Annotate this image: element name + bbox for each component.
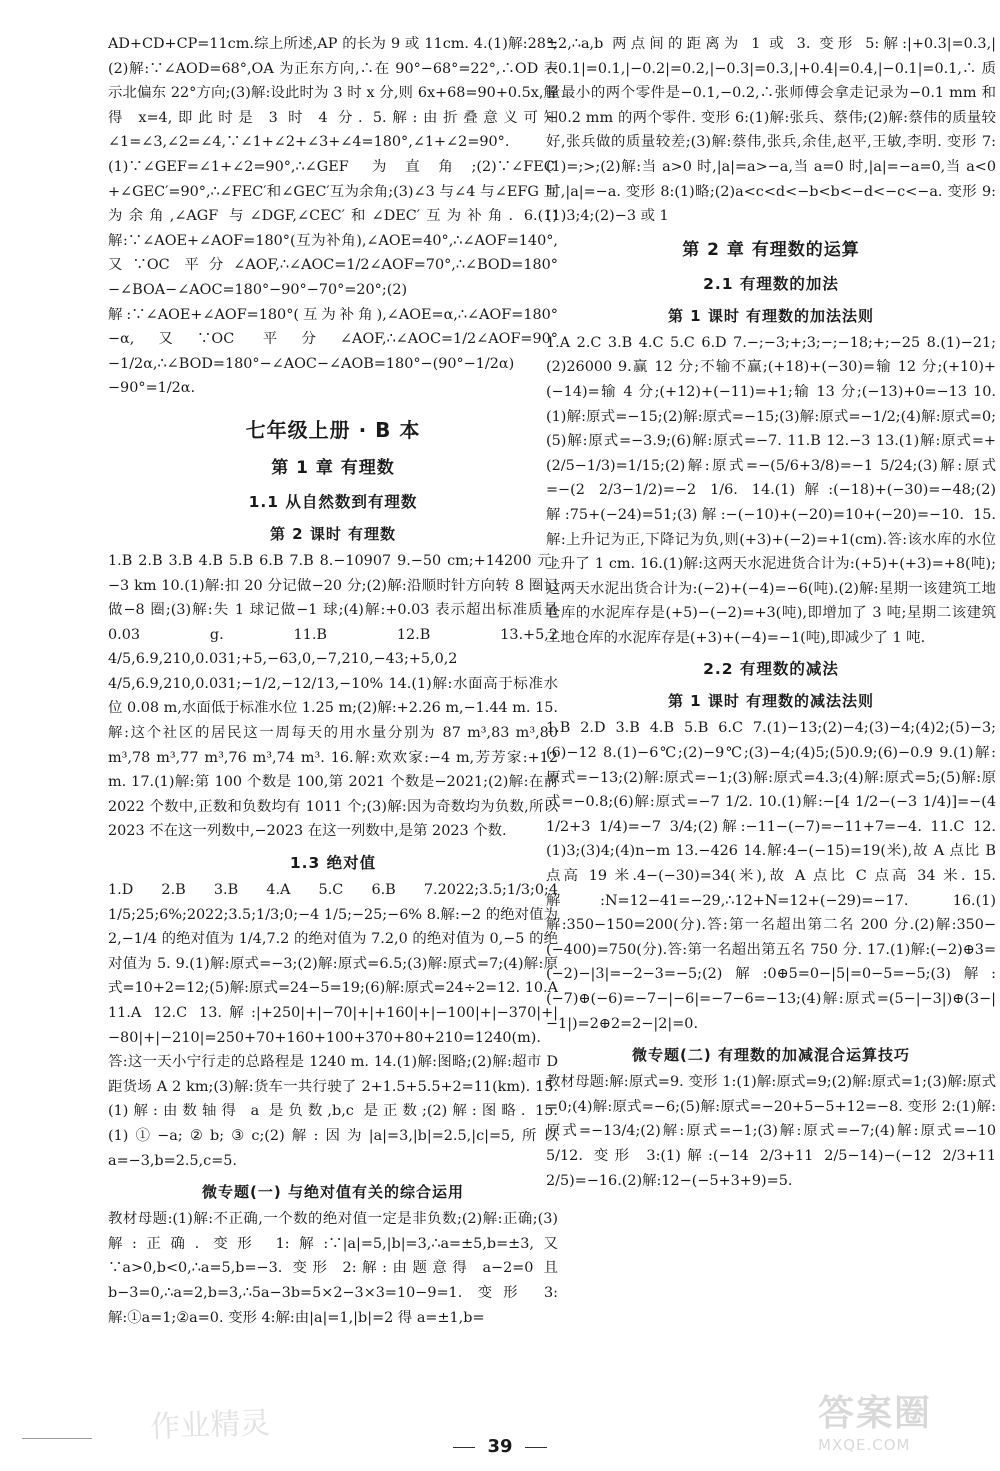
section-heading: 第 2 课时 有理数 — [269, 524, 397, 543]
answer-paragraph: 教材母题:(1)解:不正确,一个数的绝对值一定是非负数;(2)解:正确;(3)解:正确. 变形 1:解:∵|a|=5,|b|=3,∴a=±5,b=±3,又∵a>0,b<0,∴a=5,b=−3. 变形 2:解:由题意得 a−2=0 且 b−3=0,∴a=2,b=3,∴5a−3b=5×2−3×3=10−9=1. 变形 3:解:①a=1;②a=0. 变形 4:解:由|a|=1,|b|=2 得 a=±1,b= — [108, 1211, 558, 1326]
answer-paragraph: AD+CD+CP=11cm.综上所述,AP 的长为 9 或 11cm. 4.(1)解:28°;(2)解:∵∠AOD=68°,OA 为正东方向,∴在 90°−68°=22°,∴OD 表示北偏东 22°方向;(3)解:设此时为 3 时 x 分,则 6x+68=90+0.5x,解得 x=4,即此时是 3 时 4 分. 5.解:由折叠意义可知∠1=∠3,∠2=∠4,∵∠1+∠2+∠3+∠4=180°,∠1+∠2=90°.(1)∵∠GEF=∠1+∠2=90°,∴∠GEF 为直角;(2)∵∠FEC′+∠GEC′=90°,∴∠FEC′和∠GEC′互为余角;(3)∠3 与∠4 与∠EFG 互为余角,∠AGF 与∠DGF,∠CEC′和∠DEC′互为补角. 6.(1)解:∵∠AOE+∠AOF=180°(互为补角),∠AOE=40°,∴∠AOF=140°,又∵OC 平分∠AOF,∴∠AOC=1/2∠AOF=70°,∴∠BOD=180°−∠BOA−∠AOC=180°−90°−70°=20°;(2)解:∵∠AOE+∠AOF=180°(互为补角),∠AOE=α,∴∠AOF=180°−α,又∵OC 平分∠AOF,∴∠AOC=1/2∠AOF=90°−1/2α,∴∠BOD=180°−∠AOC−∠AOB=180°−(90°−1/2α)−90°=1/2α. — [108, 36, 558, 397]
page-number-text: 39 — [487, 1436, 513, 1457]
answer-paragraph: 1.B 2.D 3.B 4.B 5.B 6.C 7.(1)−13;(2)−4;(3)−4;(4)2;(5)−3;(6)−12 8.(1)−6℃;(2)−9℃;(3)−4;(4)5;(5)0.9;(6)−0.9 9.(1)解:原式=−13;(2)解:原式=−1;(3)解:原式=4.3;(4)解:原式=5;(5)解:原式=−0.8;(6)解:原式=−7 1/2. 10.(1)解:−[4 1/2−(−3 1/4)]=−(4 1/2+3 1/4)=−7 3/4;(2)解:−11−(−7)=−11+7=−4. 11.C 12.(1)3;(3)4;(4)n−m 13.−426 14.解:4−(−15)=19(米),故 A 点比 B 点高 19 米.4−(−30)=34(米),故 A 点比 C 点高 34 米. 15.解:N=12−41=−29,∴12+N=12+(−29)=−17. 16.(1)解:350−150=200(分).答:第一名超出第二名 200 分.(2)解:350−(−400)=750(分).答:第一名超出第五名 750 分. 17.(1)解:(−2)⊕3=(−2)−|3|=−2−3=−5;(2)解:0⊕5=0−|5|=0−5=−5;(3)解:(−7)⊕(−6)=−7−|−6|=−7−6=−13;(4)解:原式=(5−|−3|)⊕(3−|−1|)=2⊕2=2−|2|=0. — [546, 720, 996, 1032]
bottom-left-rule — [22, 1438, 92, 1439]
section-heading: 2.1 有理数的加法 — [703, 274, 839, 293]
section-heading: 第 1 课时 有理数的减法法则 — [667, 692, 875, 711]
section-heading: 第 2 章 有理数的运算 — [682, 239, 860, 260]
section-heading: 微专题(一) 与绝对值有关的综合运用 — [202, 1183, 464, 1202]
answer-paragraph: 1.D 2.B 3.B 4.A 5.C 6.B 7.2022;3.5;1/3;0;4 1/5;25;6%;2022;3.5;1/3;0;−4 1/5;−25;−6% 8.解:−2 的绝对值为 2,−1/4 的绝对值为 1/4,7.2 的绝对值为 7.2,0 的绝对值为 0,−5 的绝对值为 5. 9.(1)解:原式=−3;(2)解:原式=6.5;(3)解:原式=7;(4)解:原式=10+2=12;(5)解:原式=24−5=19;(6)解:原式=24÷2=12. 10.A 11.A 12.C 13.解:|+250|+|−70|+|+160|+|−100|+|−370|+|−80|+|−210|=250+70+160+100+370+80+210=1240(m).答:这一天小宁行走的总路程是 1240 m. 14.(1)解:图略;(2)解:超市 D 距货场 A 2 km;(3)解:货车一共行驶了 2+1.5+5.5+2=11(km). 15.(1)解:由数轴得 a 是负数,b,c 是正数;(2)解:图略. 15.(1)①−a;②b;③c;(2)解:因为|a|=3,|b|=2.5,|c|=5,所以 a=−3,b=2.5,c=5. — [108, 882, 558, 1169]
page-number-dash-right — [525, 1447, 547, 1448]
page-number-dash-left — [453, 1447, 475, 1448]
section-heading: 第 1 章 有理数 — [271, 457, 395, 478]
watermark-logo: 答案圈 — [818, 1393, 933, 1434]
answer-paragraph: 教材母题:解:原式=9. 变形 1:(1)解:原式=9;(2)解:原式=1;(3)解:原式=0;(4)解:原式=−6;(5)解:原式=−20+5−5+12=−8. 变形 2:(1)解:原式=−13/4;(2)解:原式=−1;(3)解:原式=−7;(4)解:原式=−10 5/12. 变形 3:(1)解:(−14 2/3+11 2/5−14)−(−12 2/3+11 2/5)=−16.(2)解:12−(−5+3+9)=5. — [546, 1074, 996, 1189]
section-heading: 第 1 课时 有理数的加法法则 — [667, 306, 875, 325]
answer-paragraph: 1.B 2.B 3.B 4.B 5.B 6.B 7.B 8.−10907 9.−50 cm;+14200 元;−3 km 10.(1)解:扣 20 分记做−20 分;(2)解:沿顺时针方向转 8 圈记做−8 圈;(3)解:失 1 球记做−1 球;(4)解:+0.03 表示超出标准质量 0.03 g. 11.B 12.B 13.+5,2 4/5,6.9,210,0.031;+5,−63,0,−7,210,−43;+5,0,2 4/5,6.9,210,0.031;−1/2,−12/13,−10% 14.(1)解:水面高于标准水位 0.08 m,水面低于标准水位 1.25 m;(2)解:+2.26 m,−1.44 m. 15.解:这个社区的居民这一周每天的用水量分别为 87 m³,83 m³,80 m³,78 m³,77 m³,76 m³,74 m³. 16.解:欢欢家:−4 m,芳芳家:+12 m. 17.(1)解:第 100 个数是 100,第 2021 个数是−2021;(2)解:在前 2022 个数中,正数和负数均有 1011 个;(3)解:因为奇数均为负数,所以 2023 不在这一列数中,−2023 在这一列数中,是第 2023 个数. — [108, 552, 558, 840]
stamp-watermark: 作业精灵 — [149, 1405, 271, 1446]
section-heading: 七年级上册 · B 本 — [245, 417, 421, 442]
section-heading: 1.3 绝对值 — [289, 854, 377, 873]
answer-paragraph: ±2,∴a,b 两点间的距离为 1 或 3. 变形 5:解:|+0.3|=0.3,|−0.1|=0.1,|−0.2|=0.2,|−0.3|=0.3,|+0.4|=0.4,|−0.1|=0.1,∴质量最小的两个零件是−0.1,−0.2,∴张师傅会拿走记录为−0.1 mm 和−0.2 mm 的两个零件. 变形 6:(1)解:张兵、蔡伟;(2)解:蔡伟的质量较好,张兵做的质量较差;(3)解:蔡伟,张兵,余佳,赵平,王敏,李明. 变形 7:(1)=;>;(2)解:当 a>0 时,|a|=a>−a,当 a=0 时,|a|=−a=0,当 a<0 时,|a|=−a. 变形 8:(1)略;(2)a<c<d<−b<b<−d<−c<−a. 变形 9:(1)3;4;(2)−3 或 1 — [546, 36, 996, 225]
site-watermark — [818, 1385, 978, 1465]
watermark-site: MXQE.COM — [818, 1436, 911, 1454]
right-column — [546, 32, 996, 1193]
left-column — [108, 32, 558, 1330]
section-heading: 1.1 从自然数到有理数 — [248, 492, 418, 511]
section-heading: 2.2 有理数的减法 — [703, 660, 839, 679]
answer-paragraph: 1.A 2.C 3.B 4.C 5.C 6.D 7.−;−3;+;3;−;−18;+;−25 8.(1)−21;(2)26000 9.赢 12 分;不输不赢;(+18)+(−30)=输 12 分;(+10)+(−14)=输 4 分;(+12)+(−11)=+1;输 13 分;(−13)+0=−13 10.(1)解:原式=−15;(2)解:原式=−15;(3)解:原式=−1/2;(4)解:原式=0;(5)解:原式=−3.9;(6)解:原式=−7. 11.B 12.−3 13.(1)解:原式=+(2/5−1/3)=1/15;(2)解:原式=−(5/6+3/8)=−1 5/24;(3)解:原式=−(2 2/3−1/2)=−2 1/6. 14.(1)解:(−18)+(−30)=−48;(2)解:75+(−24)=51;(3)解:−(−10)+(−20)=10+(−20)=−10. 15.解:上升记为正,下降记为负,则(+3)+(−2)=+1(cm).答:该水库的水位上升了 1 cm. 16.(1)解:这两天水泥进货合计为:(+5)+(+3)=+8(吨);这两天水泥出货合计为:(−2)+(−4)=−6(吨).(2)解:星期一该建筑工地仓库的水泥库存是(+5)−(−2)=+3(吨),即增加了 3 吨;星期二该建筑工地仓库的水泥库存是(+3)+(−4)=−1(吨),即减少了 1 吨. — [546, 334, 996, 646]
section-heading: 微专题(二) 有理数的加减混合运算技巧 — [632, 1046, 910, 1065]
